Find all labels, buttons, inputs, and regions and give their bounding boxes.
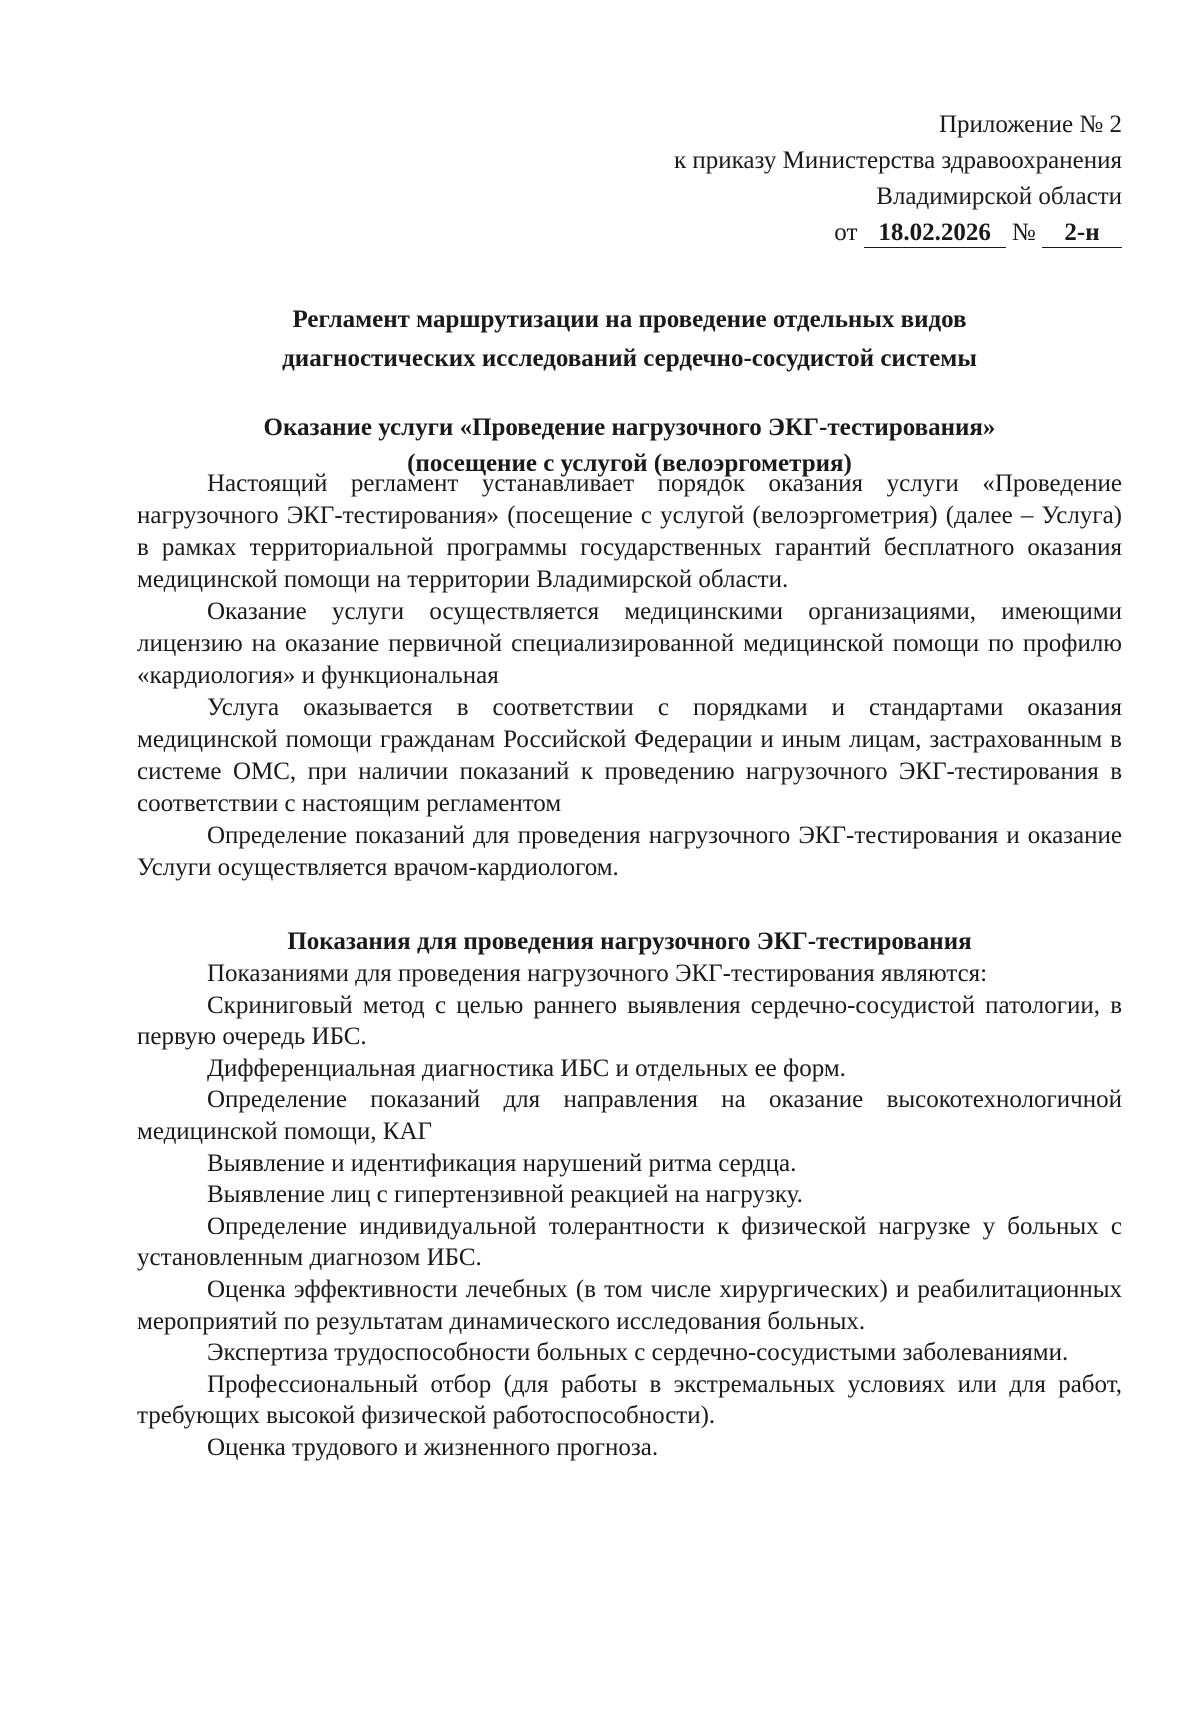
- appendix-header: [674, 107, 1122, 251]
- indication-item: Определение индивидуальной толерантности к физической нагрузке у больных с установленным диагнозом ИБС.: [137, 1212, 1122, 1272]
- paragraph: Настоящий регламент устанавливает порядок оказания услуги «Проведение нагрузочного ЭКГ-тестирования» (посещение с услугой (велоэргометрия) (далее – Услуга) в рамках территориальной программы государственных гарантий бесплатного оказания медицинской помощи на территории Владимирской области.: [137, 470, 1122, 593]
- indication-item: Оценка трудового и жизненного прогноза.: [207, 1433, 659, 1461]
- section2-heading: [137, 922, 1122, 961]
- number-sign: №: [1011, 219, 1036, 246]
- indication-item: Скриниговый метод с целью раннего выявления сердечно-сосудистой патологии, в первую очередь ИБС.: [137, 991, 1122, 1051]
- region-name: Владимирской области: [876, 183, 1122, 210]
- indication-item: Оценка эффективности лечебных (в том числе хирургических) и реабилитационных мероприятий по результатам динамического исследования больных.: [137, 1275, 1122, 1335]
- document-title-line: Регламент маршрутизации на проведение отдельных видов: [292, 306, 967, 333]
- paragraph: Определение показаний для проведения нагрузочного ЭКГ-тестирования и оказание Услуги осуществляется врачом-кардиологом.: [137, 822, 1122, 881]
- document-title: [137, 300, 1122, 378]
- order-number: 2-н: [1042, 219, 1122, 248]
- indication-item: Дифференциальная диагностика ИБС и отдельных ее форм.: [207, 1054, 846, 1082]
- indication-item: Экспертиза трудоспособности больных с сердечно-сосудистыми заболеваниями.: [207, 1339, 1069, 1367]
- indication-item: Выявление и идентификация нарушений ритма сердца.: [207, 1149, 797, 1177]
- paragraph: Оказание услуги осуществляется медицинскими организациями, имеющими лицензию на оказание первичной специализированной медицинской помощи по профилю «кардиология» и функциональная: [137, 598, 1122, 689]
- indication-item: Выявление лиц с гипертензивной реакцией на нагрузку.: [207, 1181, 803, 1209]
- order-reference: к приказу Министерства здравоохранения: [673, 147, 1122, 174]
- section1-heading-line: Оказание услуги «Проведение нагрузочного ЭКГ-тестирования»: [263, 414, 996, 441]
- section1-body: [137, 468, 1122, 884]
- indication-item: Профессиональный отбор (для работы в экстремальных условиях или для работ, требующих высокой физической работоспособности).: [137, 1370, 1122, 1430]
- paragraph: Показаниями для проведения нагрузочного ЭКГ-тестирования являются:: [207, 960, 988, 987]
- order-date-line: [674, 215, 1122, 251]
- section2-body: [137, 958, 1122, 1464]
- section2-heading-line: Показания для проведения нагрузочного ЭКГ-тестирования: [287, 928, 972, 955]
- order-date: 18.02.2026: [864, 219, 1006, 248]
- date-prefix: от: [834, 219, 858, 246]
- appendix-number: Приложение № 2: [938, 111, 1122, 138]
- document-title-line: диагностических исследований сердечно-сосудистой системы: [282, 345, 977, 372]
- section1-heading-line: (посещение с услугой (велоэргометрия): [407, 450, 852, 477]
- paragraph: Услуга оказывается в соответствии с порядками и стандартами оказания медицинской помощи гражданам Российской Федерации и иным лицам, застрахованным в системе ОМС, при наличии показаний к проведению нагрузочного ЭКГ-тестирования в соответствии с настоящим регламентом: [137, 694, 1122, 817]
- indication-item: Определение показаний для направления на оказание высокотехнологичной медицинской помощи, КАГ: [137, 1086, 1122, 1145]
